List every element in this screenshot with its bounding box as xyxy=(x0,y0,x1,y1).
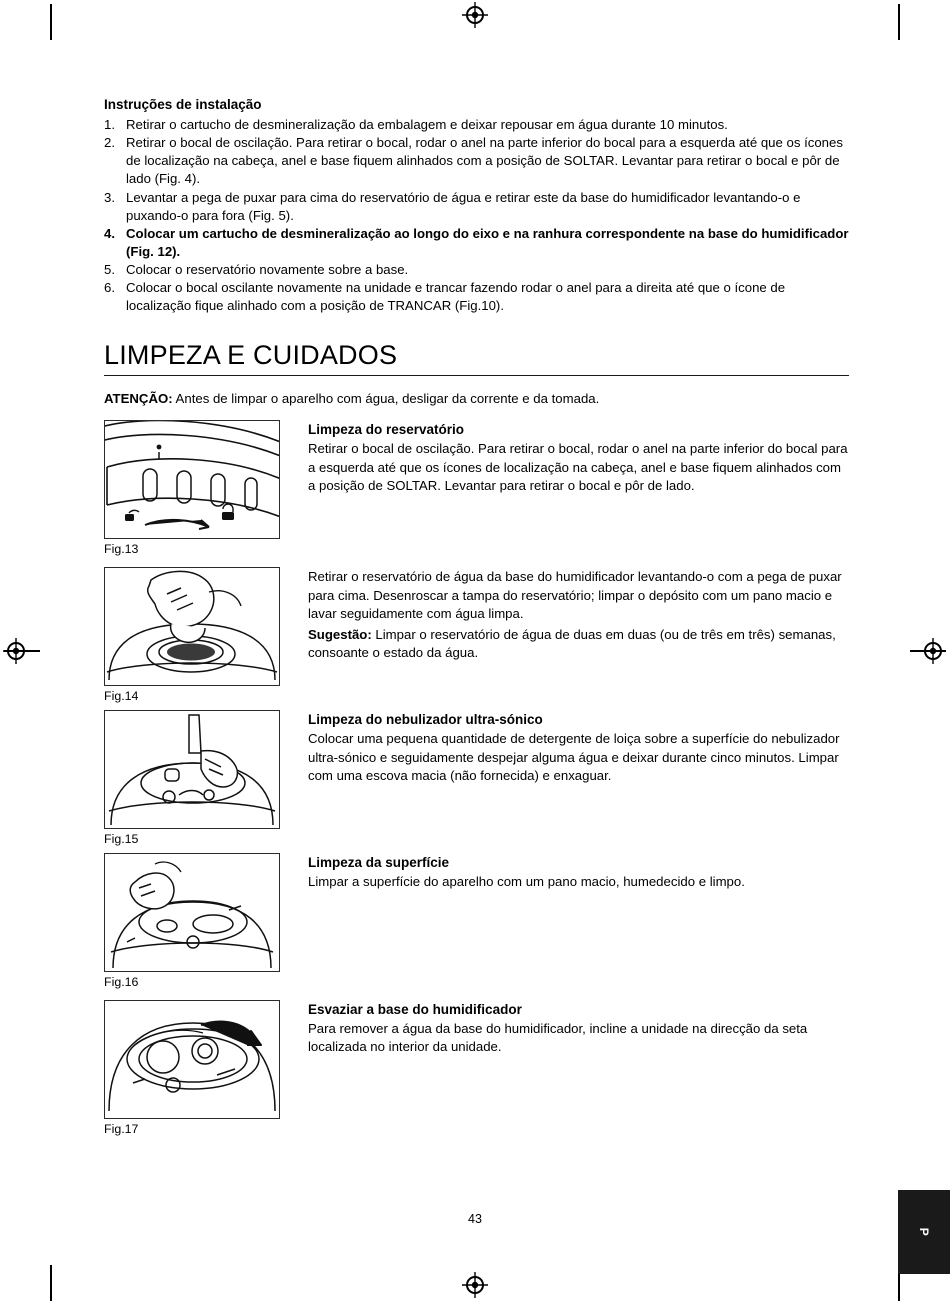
cleaning-tank-text xyxy=(308,567,849,664)
installation-steps-list xyxy=(104,116,849,315)
cleaning-tank-tip xyxy=(308,626,849,663)
cleaning-heading: LIMPEZA E CUIDADOS xyxy=(104,340,398,371)
cleaning-surface-body: Limpar a superfície do aparelho com um pano macio, humedecido e limpo. xyxy=(308,874,745,890)
step-number: 3. xyxy=(104,189,115,205)
language-tab-label: P xyxy=(917,1227,931,1237)
step-number: 1. xyxy=(104,117,115,133)
step-number: 5. xyxy=(104,261,115,277)
cleaning-reservoir-text xyxy=(308,420,849,498)
installation-step xyxy=(104,279,849,315)
cleaning-empty-base-text xyxy=(308,1000,849,1059)
installation-step xyxy=(104,116,849,134)
step-number: 2. xyxy=(104,135,115,151)
cleaning-section-surface xyxy=(104,853,849,990)
cleaning-tank-tip-label: Sugestão: xyxy=(308,626,372,642)
cleaning-section-nebulizer xyxy=(104,710,849,847)
cleaning-section-tank xyxy=(104,567,849,704)
attention-note xyxy=(104,390,849,408)
step-text: Colocar o bocal oscilante novamente na unidade e trancar fazendo rodar o anel para a direita até que o ícone de localização fique alinhado com a posição de TRANCAR (Fig.10). xyxy=(126,279,786,313)
cleaning-tank-tip-text: Limpar o reservatório de água de duas em duas (ou de três em três) semanas, consoante o estado da água. xyxy=(308,626,836,661)
cleaning-reservoir-body: Retirar o bocal de oscilação. Para retirar o bocal, rodar o anel na parte inferior do bocal para a esquerda até que os ícones de localização na cabeça, anel e base fiquem alinhados com a posição de SOLTAR. Levantar para retirar o bocal e pôr de lado. xyxy=(308,441,848,494)
attention-label: ATENÇÃO: xyxy=(104,390,173,406)
registration-mark-right xyxy=(920,638,946,664)
installation-step xyxy=(104,134,849,188)
figure-13-caption: Fig.13 xyxy=(104,542,139,557)
cleaning-surface-title: Limpeza da superfície xyxy=(308,854,450,870)
installation-title: Instruções de instalação xyxy=(104,97,262,112)
registration-mark-bottom xyxy=(462,1272,488,1298)
figure-14-caption: Fig.14 xyxy=(104,689,139,704)
step-text: Retirar o bocal de oscilação. Para retirar o bocal, rodar o anel na parte inferior do bocal para a esquerda até que os ícones de localização na cabeça, anel e base fiquem alinhados com a posição de SOLTAR. Levantar para retirar o bocal e pôr de lado (Fig. 4). xyxy=(126,135,843,187)
cleaning-nebulizer-title: Limpeza do nebulizador ultra-sónico xyxy=(308,712,543,727)
figure-16-caption: Fig.16 xyxy=(104,974,139,989)
registration-mark-top xyxy=(462,2,488,28)
page-content xyxy=(104,96,849,1143)
cleaning-tank-body: Retirar o reservatório de água da base do humidificador levantando-o com a pega de puxar para cima. Desenroscar a tampa do reservatório; limpar o depósito com um pano macio e lavar seguidamente com água limpa. xyxy=(308,569,842,622)
cleaning-section-empty-base xyxy=(104,1000,849,1137)
attention-text: Antes de limpar o aparelho com água, desligar da corrente e da tomada. xyxy=(172,390,600,406)
cleaning-empty-base-title: Esvaziar a base do humidificador xyxy=(308,1001,522,1017)
figure-13-column xyxy=(104,420,280,557)
installation-step xyxy=(104,225,849,261)
step-text: Retirar o cartucho de desmineralização da embalagem e deixar repousar em água durante 10 minutos. xyxy=(126,117,728,133)
figure-16-column xyxy=(104,853,280,990)
cleaning-reservoir-title: Limpeza do reservatório xyxy=(308,422,465,438)
figure-13-image xyxy=(104,420,280,539)
figure-17-column xyxy=(104,1000,280,1137)
language-tab xyxy=(898,1190,950,1274)
step-text: Levantar a pega de puxar para cima do reservatório de água e retirar este da base do humidificador levantando-o e puxando-o para fora (Fig. 5). xyxy=(126,189,801,223)
cleaning-nebulizer-body: Colocar uma pequena quantidade de detergente de loiça sobre a superfície do nebulizador ultra-sónico e seguidamente despejar alguma água e deixar durante cinco minutos. Limpar com uma escova macia (não fornecida) e enxaguar. xyxy=(308,731,840,784)
heading-divider xyxy=(104,375,849,376)
figure-15-caption: Fig.15 xyxy=(104,832,139,846)
figure-17-image xyxy=(104,1000,280,1119)
page-number: 43 xyxy=(468,1212,482,1226)
cleaning-nebulizer-text xyxy=(308,710,849,788)
installation-step xyxy=(104,261,849,279)
figure-14-image xyxy=(104,567,280,686)
cleaning-surface-text xyxy=(308,853,849,894)
step-number: 6. xyxy=(104,279,115,295)
step-number: 4. xyxy=(104,225,115,241)
registration-mark-left xyxy=(3,638,29,664)
figure-16-image xyxy=(104,853,280,972)
crop-mark-bottom-left xyxy=(50,1265,52,1301)
step-text: Colocar o reservatório novamente sobre a base. xyxy=(126,261,409,277)
cleaning-empty-base-body: Para remover a água da base do humidificador, incline a unidade na direcção da seta localizada no interior da unidade. xyxy=(308,1020,808,1055)
installation-step xyxy=(104,189,849,225)
figure-15-image xyxy=(104,710,280,829)
step-text: Colocar um cartucho de desmineralização ao longo do eixo e na ranhura correspondente na base do humidificador (Fig. 12). xyxy=(126,225,849,259)
figure-15-column xyxy=(104,710,280,847)
crop-mark-top-right xyxy=(898,4,900,40)
cleaning-section-reservoir xyxy=(104,420,849,557)
crop-mark-top-left xyxy=(50,4,52,40)
figure-17-caption: Fig.17 xyxy=(104,1121,139,1136)
figure-14-column xyxy=(104,567,280,704)
